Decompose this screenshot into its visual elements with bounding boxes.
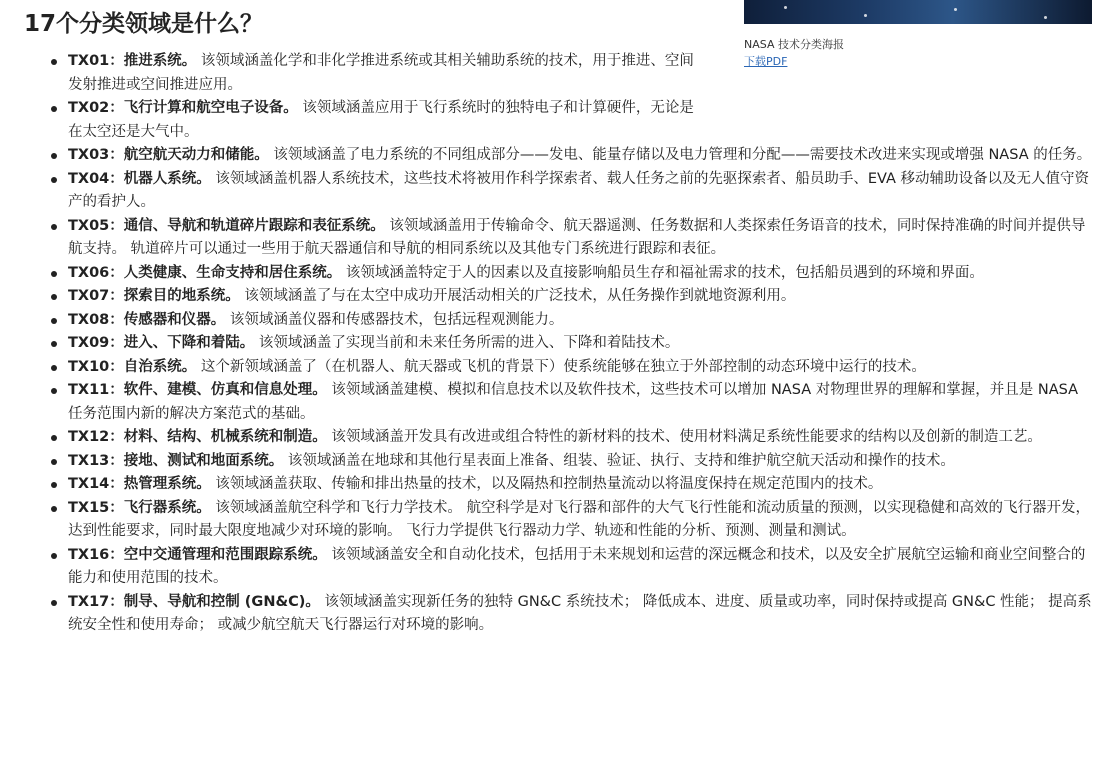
list-item — [44, 450, 1092, 474]
list-item — [44, 473, 1092, 497]
list-item — [44, 544, 1092, 591]
page-title: 17个分类领域是什么？ — [24, 11, 264, 37]
item-description: 该领域涵盖建模、模拟和信息技术以及软件技术，这些技术可以增加 NASA 对物理世界的理解和掌握，并且是 NASA 任务范围内新的解决方案范式的基础。 — [68, 382, 1078, 422]
item-title: TX05：通信、导航和轨道碎片跟踪和表征系统。 — [68, 217, 385, 234]
item-description: 该领域涵盖特定于人的因素以及直接影响船员生存和福祉需求的技术，包括船员遇到的环境和界面。 — [345, 264, 984, 281]
list-item — [44, 591, 1092, 638]
item-title: TX02：飞行计算和航空电子设备。 — [68, 100, 298, 116]
list-item — [44, 262, 1092, 286]
list-item — [44, 379, 1092, 426]
list-item — [44, 285, 1092, 309]
item-title: TX06：人类健康、生命支持和居住系统。 — [68, 264, 342, 281]
item-description: 该领域涵盖航空科学和飞行力学技术。 航空科学是对飞行器和部件的大气飞行性能和流动质量的预测，以实现稳健和高效的飞行器开发，达到性能要求，同时最大限度地减少对环境的影响。 飞行力学提供飞行器动力学、轨迹和性能的分析、预测、测量和测试。 — [68, 499, 1090, 539]
item-title: TX11：软件、建模、仿真和信息处理。 — [68, 382, 327, 398]
item-title: TX08：传感器和仪器。 — [68, 311, 226, 328]
item-title: TX15：飞行器系统。 — [68, 499, 211, 516]
list-item — [44, 497, 1092, 544]
list-item — [44, 144, 1092, 168]
item-description: 该领域涵盖了实现当前和未来任务所需的进入、下降和着陆技术。 — [258, 335, 680, 351]
item-title: TX09：进入、下降和着陆。 — [68, 335, 255, 351]
item-description: 该领域涵盖了与在太空中成功开展活动相关的广泛技术，从任务操作到就地资源利用。 — [244, 288, 796, 304]
list-item — [44, 215, 1092, 262]
item-description: 该领域涵盖应用于飞行系统时的独特电子和计算硬件，无论是在太空还是大气中。 — [68, 100, 694, 140]
item-title: TX07：探索目的地系统。 — [68, 288, 240, 304]
item-title: TX10：自治系统。 — [68, 358, 197, 375]
item-description: 该领域涵盖机器人系统技术，这些技术将被用作科学探索者、载人任务之前的先驱探索者、船员助手、EVA 移动辅助设备以及无人值守资产的看护人。 — [68, 170, 1090, 210]
item-title: TX04：机器人系统。 — [68, 170, 211, 187]
item-description: 该领域涵盖了电力系统的不同组成部分——发电、能量存储以及电力管理和分配——需要技术改进来实现或增强 NASA 的任务。 — [273, 147, 1092, 163]
download-pdf-link[interactable]: 下载PDF — [744, 55, 788, 68]
item-description: 该领域涵盖用于传输命令、航天器遥测、任务数据和人类探索任务语音的技术，同时保持准确的时间并提供导航支持。 轨道碎片可以通过一些用于航天器通信和导航的相同系统以及其他专门系统进行跟踪和表征。 — [68, 217, 1086, 257]
list-item — [44, 97, 702, 144]
item-description: 该领域涵盖化学和非化学推进系统或其相关辅助系统的技术，用于推进、空间发射推进或空间推进应用。 — [68, 53, 694, 93]
item-description: 这个新领域涵盖了（在机器人、航天器或飞机的背景下）使系统能够在独立于外部控制的动态环境中运行的技术。 — [200, 358, 926, 375]
poster-thumbnail-image[interactable] — [744, 0, 1092, 24]
list-item — [44, 356, 1092, 380]
item-title: TX14：热管理系统。 — [68, 476, 211, 492]
item-description: 该领域涵盖获取、传输和排出热量的技术，以及隔热和控制热量流动以将温度保持在规定范围内的技术。 — [215, 476, 883, 492]
list-item — [44, 168, 1092, 215]
item-description: 该领域涵盖在地球和其他行星表面上准备、组装、验证、执行、支持和维护航空航天活动和操作的技术。 — [287, 452, 955, 469]
item-title: TX16：空中交通管理和范围跟踪系统。 — [68, 546, 327, 563]
item-description: 该领域涵盖开发具有改进或组合特性的新材料的技术、使用材料满足系统性能要求的结构以及创新的制造工艺。 — [331, 429, 1042, 445]
item-title: TX01：推进系统。 — [68, 53, 197, 69]
list-item — [44, 309, 1092, 333]
item-description: 该领域涵盖安全和自动化技术，包括用于未来规划和运营的深远概念和技术，以及安全扩展航空运输和商业空间整合的能力和使用范围的技术。 — [68, 546, 1086, 586]
item-title: TX03：航空航天动力和储能。 — [68, 147, 269, 163]
poster-caption: NASA 技术分类海报 — [744, 38, 844, 51]
item-description: 该领域涵盖实现新任务的独特 GN&C 系统技术； 降低成本、进度、质量或功率，同时保持或提高 GN&C 性能； 提高系统安全性和使用寿命； 或减少航空航天飞行器运行对环境的影响。 — [68, 593, 1092, 633]
item-description: 该领域涵盖仪器和传感器技术，包括远程观测能力。 — [229, 311, 564, 328]
taxonomy-list — [44, 50, 1092, 638]
list-item — [44, 426, 1092, 450]
item-title: TX17：制导、导航和控制 (GN&C)。 — [68, 593, 320, 610]
list-item — [44, 332, 1092, 356]
item-title: TX12：材料、结构、机械系统和制造。 — [68, 429, 327, 445]
list-item — [44, 50, 702, 97]
item-title: TX13：接地、测试和地面系统。 — [68, 452, 284, 469]
